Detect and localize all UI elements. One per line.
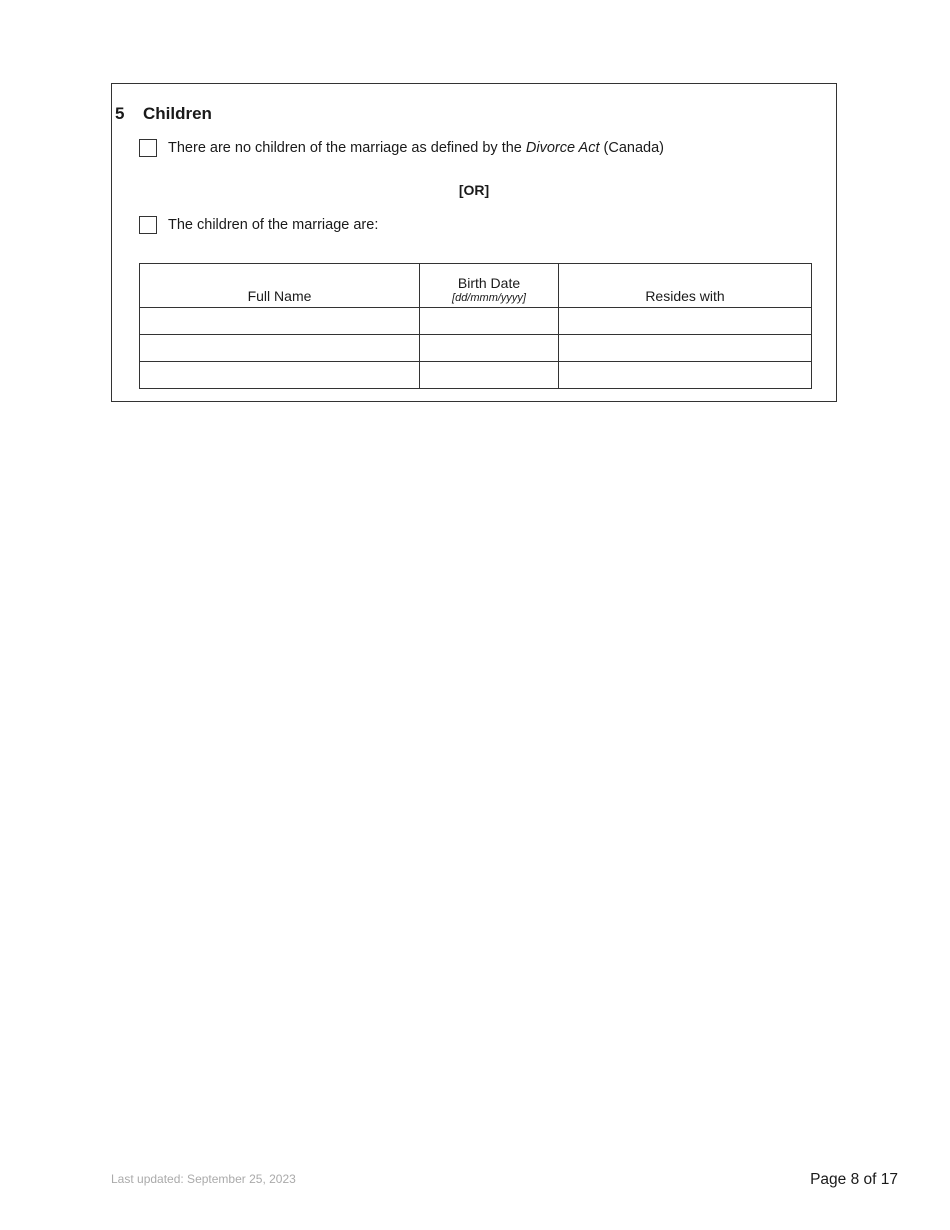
table-row — [140, 308, 812, 335]
last-updated-text: Last updated: September 25, 2023 — [111, 1172, 296, 1186]
table-row — [140, 335, 812, 362]
resides-with-cell[interactable] — [559, 362, 812, 389]
section-number: 5 — [115, 104, 125, 123]
children-list-label: The children of the marriage are: — [168, 217, 379, 233]
header-birth-date: Birth Date [dd/mmm/yyyy] — [420, 264, 559, 308]
header-resides-with: Resides with — [559, 264, 812, 308]
full-name-cell[interactable] — [140, 308, 420, 335]
section-title: Children — [143, 104, 212, 123]
children-table — [139, 263, 812, 389]
birth-date-cell[interactable] — [420, 335, 559, 362]
resides-with-cell[interactable] — [559, 335, 812, 362]
no-children-label: There are no children of the marriage as defined by the Divorce Act (Canada) — [168, 140, 664, 156]
option-no-children — [139, 139, 664, 157]
birth-date-cell[interactable] — [420, 308, 559, 335]
page-number: Page 8 of 17 — [810, 1171, 898, 1188]
table-header-row — [140, 264, 812, 308]
resides-with-cell[interactable] — [559, 308, 812, 335]
header-full-name: Full Name — [140, 264, 420, 308]
table-row — [140, 362, 812, 389]
option-children-list — [139, 216, 378, 234]
birth-date-cell[interactable] — [420, 362, 559, 389]
children-list-checkbox[interactable] — [139, 216, 157, 234]
children-section — [111, 83, 837, 402]
full-name-cell[interactable] — [140, 335, 420, 362]
full-name-cell[interactable] — [140, 362, 420, 389]
no-children-checkbox[interactable] — [139, 139, 157, 157]
or-label: [OR] — [458, 182, 490, 198]
